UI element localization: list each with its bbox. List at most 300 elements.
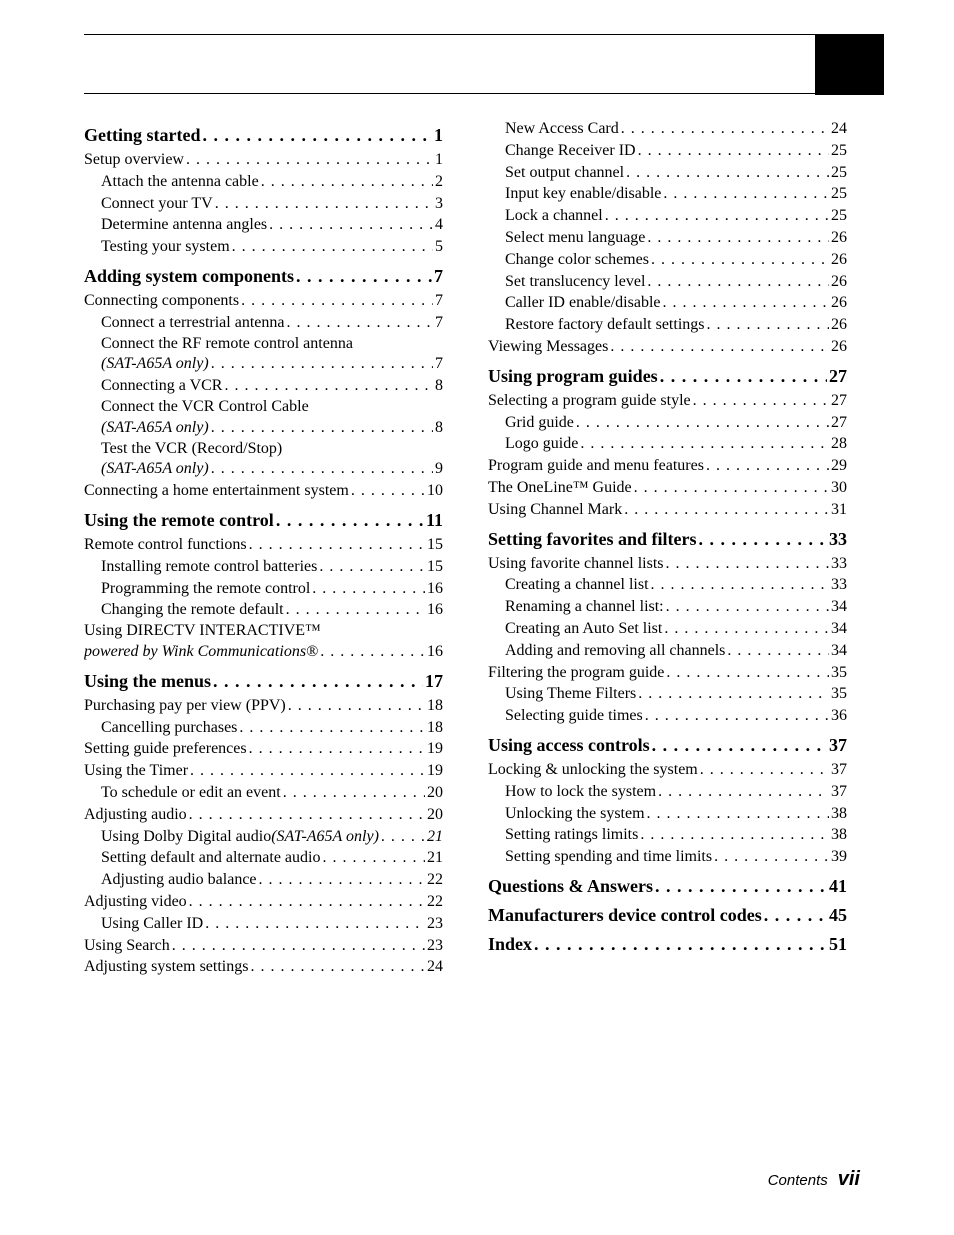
header-rule-top: [84, 34, 884, 35]
entry-page: 5: [435, 238, 443, 256]
toc-entry[interactable]: [488, 759, 847, 781]
entry-page: 26: [831, 294, 847, 312]
entry-page: 26: [831, 228, 847, 246]
toc-entry[interactable]: [84, 804, 443, 826]
dot-leader: [283, 782, 425, 804]
dot-leader: [580, 433, 829, 455]
entry-page: 21: [427, 849, 443, 867]
toc-entry[interactable]: [84, 891, 443, 913]
toc-entry-row: [84, 641, 443, 663]
section-page: 45: [829, 904, 847, 925]
entry-title: Logo guide: [505, 435, 579, 453]
toc-entry-row: [488, 824, 847, 846]
toc-entry-row: [84, 458, 443, 480]
entry-page: 34: [831, 641, 847, 659]
dot-leader: [664, 618, 829, 640]
entry-page: 9: [435, 460, 443, 478]
entry-title: Using Channel Mark: [488, 500, 623, 518]
toc-entry-row: [488, 227, 847, 249]
entry-title: Set output channel: [505, 163, 625, 181]
entry-title: Renaming a channel list:: [505, 598, 664, 616]
entry-title: Selecting guide times: [505, 707, 643, 725]
toc-entry-row: [84, 804, 443, 826]
entry-title: Locking & unlocking the system: [488, 760, 698, 778]
toc-section[interactable]: [488, 528, 847, 550]
entry-title: Restore factory default settings: [505, 316, 705, 334]
toc-entry-row: [84, 214, 443, 236]
dot-leader: [322, 847, 425, 869]
entry-title: The OneLine™ Guide: [488, 478, 632, 496]
dot-leader: [239, 717, 425, 739]
entry-title: Setup overview: [84, 151, 184, 168]
entry-title: Filtering the program guide: [488, 663, 665, 681]
page-footer: [700, 1168, 860, 1191]
entry-page: 20: [427, 783, 443, 801]
entry-title: Using the Timer: [84, 762, 189, 780]
toc-entry[interactable]: [488, 596, 847, 618]
entry-title: Remote control functions: [84, 535, 247, 553]
entry-page: 25: [831, 185, 847, 203]
toc-entry[interactable]: [84, 171, 443, 193]
toc-entry[interactable]: [488, 162, 847, 184]
entry-title: Adjusting video: [84, 892, 187, 910]
toc-entry[interactable]: [488, 455, 847, 477]
toc-entry-row: [488, 574, 847, 596]
dot-leader: [707, 314, 830, 336]
entry-title: Connecting a home entertainment system: [84, 482, 349, 500]
toc-entry-row: [488, 846, 847, 868]
entry-page: 19: [427, 740, 443, 758]
entry-title-line1: Test the VCR (Record/Stop): [101, 439, 283, 457]
entry-title: Change color schemes: [505, 250, 649, 268]
header-rule-bottom: [84, 93, 815, 94]
section-page: 27: [829, 365, 847, 386]
toc-entry[interactable]: [488, 249, 847, 271]
entry-page: 34: [831, 619, 847, 637]
toc-entry[interactable]: [84, 334, 443, 376]
section-page: 7: [434, 265, 443, 286]
dot-leader: [224, 375, 433, 397]
toc-entry-row: [488, 618, 847, 640]
entry-title: Lock a channel: [505, 207, 603, 225]
toc-entry-row: [84, 695, 443, 717]
toc-entry[interactable]: [488, 553, 847, 575]
dot-leader: [693, 390, 829, 412]
toc-entry[interactable]: [84, 312, 443, 334]
toc-entry[interactable]: [488, 336, 847, 358]
entry-page: 25: [831, 163, 847, 181]
toc-entry[interactable]: [84, 913, 443, 935]
dot-leader: [232, 236, 433, 258]
toc-entry-row: [488, 781, 847, 803]
toc-section[interactable]: [488, 933, 847, 955]
entry-page: 3: [435, 194, 443, 212]
entry-title: (SAT-A65A only): [101, 418, 209, 436]
toc-entry[interactable]: [84, 193, 443, 215]
toc-entry[interactable]: [488, 292, 847, 314]
section-page: 1: [434, 125, 443, 145]
toc-entry-row: [488, 183, 847, 205]
toc-entry[interactable]: [84, 717, 443, 739]
toc-entry-row: [488, 249, 847, 271]
dot-leader: [259, 869, 425, 891]
entry-title: Determine antenna angles: [101, 216, 268, 234]
toc-entry[interactable]: [488, 824, 847, 846]
entry-page: 18: [427, 696, 443, 714]
entry-title: Caller ID enable/disable: [505, 294, 661, 312]
toc-entry[interactable]: [488, 846, 847, 868]
dot-leader: [652, 734, 827, 756]
toc-column-left: [84, 118, 443, 978]
dot-leader: [211, 417, 433, 439]
dot-leader: [624, 499, 829, 521]
toc-entry-row: [84, 171, 443, 193]
section-page: 33: [829, 528, 847, 549]
toc-entry-row: [488, 640, 847, 662]
entry-title: Change Receiver ID: [505, 141, 636, 159]
entry-title: Changing the remote default: [101, 601, 284, 619]
entry-title: Setting ratings limits: [505, 826, 639, 844]
entry-page: 8: [435, 418, 443, 436]
toc-entry[interactable]: [84, 956, 443, 978]
entry-page: 20: [427, 805, 443, 823]
toc-entry[interactable]: [488, 314, 847, 336]
entry-page: 39: [831, 848, 847, 866]
toc-entry-row: [488, 596, 847, 618]
dot-leader: [658, 781, 829, 803]
dot-leader: [700, 759, 829, 781]
toc-entry-row: [84, 556, 443, 578]
toc-entry[interactable]: [488, 433, 847, 455]
entry-page: 26: [831, 316, 847, 334]
toc-entry[interactable]: [84, 397, 443, 439]
toc-entry[interactable]: [488, 227, 847, 249]
toc-entry[interactable]: [488, 271, 847, 293]
toc-entry[interactable]: [84, 847, 443, 869]
toc-entry-row: [84, 290, 443, 312]
toc-entry-row: [488, 336, 847, 358]
toc-section[interactable]: [488, 365, 847, 387]
toc-entry[interactable]: [488, 390, 847, 412]
toc-entry-row: [488, 118, 847, 140]
toc-entry-row: [84, 236, 443, 258]
dot-leader: [249, 738, 425, 760]
entry-title: Connecting a VCR: [101, 377, 223, 395]
entry-page: 22: [427, 892, 443, 910]
dot-leader: [655, 875, 827, 897]
dot-leader: [312, 578, 425, 600]
section-page: 37: [829, 734, 847, 755]
dot-leader: [320, 641, 425, 663]
entry-page: 1: [435, 151, 443, 168]
entry-page: 31: [831, 500, 847, 518]
dot-leader: [319, 556, 425, 578]
toc-entry[interactable]: [488, 140, 847, 162]
entry-page: 15: [427, 535, 443, 553]
toc-entry[interactable]: [488, 803, 847, 825]
dot-leader: [215, 193, 433, 215]
toc-entry-row: [84, 782, 443, 804]
dot-leader: [638, 683, 829, 705]
entry-title: To schedule or edit an event: [101, 783, 281, 801]
toc-entry[interactable]: [84, 375, 443, 397]
dot-leader: [638, 140, 829, 162]
entry-title: Testing your system: [101, 238, 230, 256]
section-title: Questions & Answers: [488, 875, 654, 896]
entry-page: 22: [427, 871, 443, 889]
entry-title: Programming the remote control: [101, 579, 311, 597]
toc-entry-row: [84, 891, 443, 913]
toc-entry[interactable]: [488, 183, 847, 205]
dot-leader: [576, 412, 829, 434]
dot-leader: [381, 826, 425, 848]
toc-section[interactable]: [488, 904, 847, 926]
dot-leader: [250, 956, 425, 978]
toc-entry-row: [84, 760, 443, 782]
section-title: Index: [488, 933, 533, 954]
entry-page: 35: [831, 685, 847, 703]
dot-leader: [351, 480, 425, 502]
dot-leader: [189, 804, 425, 826]
entry-page: 33: [831, 554, 847, 572]
entry-title-line1: Connect the RF remote control antenna: [101, 334, 353, 352]
entry-page: 29: [831, 457, 847, 475]
dot-leader: [626, 162, 829, 184]
dot-leader: [172, 935, 425, 957]
entry-page: 35: [831, 663, 847, 681]
toc-entry[interactable]: [488, 205, 847, 227]
toc-entry[interactable]: [84, 599, 443, 621]
dot-leader: [276, 509, 424, 531]
toc-entry[interactable]: [84, 149, 443, 171]
dot-leader: [213, 670, 423, 692]
section-title: Using access controls: [488, 734, 650, 755]
toc-entry[interactable]: [488, 574, 847, 596]
entry-title: Viewing Messages: [488, 337, 609, 355]
section-page: 41: [829, 875, 847, 896]
dot-leader: [651, 574, 829, 596]
dot-leader: [660, 365, 827, 387]
entry-title: Creating an Auto Set list: [505, 619, 663, 637]
entry-title: Purchasing pay per view (PPV): [84, 696, 286, 714]
toc-entry[interactable]: [488, 477, 847, 499]
section-title: Using the menus: [84, 670, 212, 691]
entry-page: 2: [435, 172, 443, 190]
entry-page: 7: [435, 313, 443, 331]
entry-title: Select menu language: [505, 228, 646, 246]
toc-entry-row: [488, 412, 847, 434]
toc-entry[interactable]: [488, 781, 847, 803]
dot-leader: [211, 353, 433, 375]
entry-page: 18: [427, 718, 443, 736]
dot-leader: [647, 803, 829, 825]
dot-leader: [698, 528, 827, 550]
entry-title: (SAT-A65A only): [101, 355, 209, 373]
entry-page: 7: [435, 355, 443, 373]
entry-page: 10: [427, 482, 443, 500]
toc-entry-row: [488, 803, 847, 825]
dot-leader: [261, 171, 433, 193]
toc-section[interactable]: [488, 875, 847, 897]
entry-page: 4: [435, 216, 443, 234]
section-title: Using the remote control: [84, 509, 274, 530]
toc-entry[interactable]: [488, 683, 847, 705]
toc-entry[interactable]: [84, 695, 443, 717]
toc-entry-row: [488, 205, 847, 227]
toc-entry[interactable]: [84, 738, 443, 760]
toc-entry[interactable]: [84, 760, 443, 782]
entry-page: 30: [831, 478, 847, 496]
entry-title: Input key enable/disable: [505, 185, 662, 203]
entry-page: 23: [427, 936, 443, 954]
toc-entry-row: [488, 662, 847, 684]
toc-entry-row: [84, 935, 443, 957]
dot-leader: [249, 534, 425, 556]
entry-title: Setting guide preferences: [84, 740, 247, 758]
toc-entry[interactable]: [488, 618, 847, 640]
entry-title: Using Dolby Digital audio: [101, 827, 272, 845]
entry-title: powered by Wink Communications®: [84, 642, 319, 660]
toc-section[interactable]: [84, 265, 443, 287]
entry-title: Program guide and menu features: [488, 457, 704, 475]
toc-entry-row: [84, 149, 443, 171]
toc-entry-row: [84, 869, 443, 891]
dot-leader: [645, 705, 829, 727]
entry-title: Setting spending and time limits: [505, 848, 713, 866]
toc-entry-row: [488, 683, 847, 705]
toc-entry-row: [488, 162, 847, 184]
entry-page: 16: [427, 579, 443, 597]
toc-entry[interactable]: [84, 214, 443, 236]
entry-page: 7: [435, 291, 443, 309]
toc-entry-row: [84, 599, 443, 621]
entry-page: 15: [427, 557, 443, 575]
entry-title: Using Theme Filters: [505, 685, 637, 703]
toc-section[interactable]: [488, 734, 847, 756]
entry-title: Setting default and alternate audio: [101, 849, 321, 867]
dot-leader: [286, 312, 433, 334]
dot-leader: [241, 290, 433, 312]
toc-entry[interactable]: [488, 118, 847, 140]
toc-entry-row: [84, 847, 443, 869]
dot-leader: [640, 824, 829, 846]
dot-leader: [186, 149, 433, 171]
toc-entry[interactable]: [84, 621, 443, 663]
entry-title: New Access Card: [505, 120, 619, 137]
toc-section[interactable]: [84, 509, 443, 531]
entry-page: 27: [831, 391, 847, 409]
toc-entry-row: [488, 433, 847, 455]
toc-entry-row: [84, 956, 443, 978]
entry-title: Connect a terrestrial antenna: [101, 313, 285, 331]
dot-leader: [190, 760, 425, 782]
entry-title: Connect your TV: [101, 194, 213, 212]
toc-entry[interactable]: [488, 499, 847, 521]
toc-entry-row: [84, 913, 443, 935]
entry-page: 33: [831, 576, 847, 594]
entry-title: Using Caller ID: [101, 914, 204, 932]
dot-leader: [605, 205, 829, 227]
toc-entry-row: [488, 477, 847, 499]
dot-leader: [714, 846, 829, 868]
toc-entry[interactable]: [84, 826, 443, 848]
toc-entry-row: [84, 417, 443, 439]
entry-page: 25: [831, 207, 847, 225]
toc-entry[interactable]: [84, 534, 443, 556]
dot-leader: [189, 891, 425, 913]
entry-title: Installing remote control batteries: [101, 557, 318, 575]
section-page: 17: [425, 670, 443, 691]
dot-leader: [205, 913, 425, 935]
toc-entry[interactable]: [84, 480, 443, 502]
toc-entry[interactable]: [84, 439, 443, 481]
entry-page: 34: [831, 598, 847, 616]
toc-entry-row: [488, 140, 847, 162]
entry-title: Unlocking the system: [505, 804, 645, 822]
section-title: Manufacturers device control codes: [488, 904, 762, 925]
dot-leader: [211, 458, 433, 480]
toc-section[interactable]: [84, 670, 443, 692]
section-title: Getting started: [84, 125, 201, 145]
toc-entry-row: [488, 553, 847, 575]
toc-entry-row: [84, 826, 443, 848]
entry-page: 37: [831, 782, 847, 800]
toc-entry-row: [488, 271, 847, 293]
toc-entry[interactable]: [84, 556, 443, 578]
toc-entry[interactable]: [84, 578, 443, 600]
dot-leader: [663, 292, 830, 314]
toc-entry-row: [84, 375, 443, 397]
toc-entry[interactable]: [84, 290, 443, 312]
entry-page: 19: [427, 762, 443, 780]
toc-entry-row: [84, 578, 443, 600]
toc-entry[interactable]: [84, 935, 443, 957]
dot-leader: [534, 933, 827, 955]
entry-title: Attach the antenna cable: [101, 172, 259, 190]
entry-page: 38: [831, 804, 847, 822]
toc-entry[interactable]: [84, 236, 443, 258]
toc-entry[interactable]: [488, 705, 847, 727]
toc-entry[interactable]: [488, 412, 847, 434]
toc-section[interactable]: [84, 124, 443, 146]
dot-leader: [647, 227, 829, 249]
entry-title-suffix: (SAT-A65A only): [271, 827, 379, 845]
toc-entry-row: [84, 480, 443, 502]
toc-entry[interactable]: [488, 640, 847, 662]
entry-page: 37: [831, 760, 847, 778]
toc-entry-row: [488, 314, 847, 336]
entry-page: 24: [831, 120, 847, 137]
toc-entry[interactable]: [488, 662, 847, 684]
toc-entry-row: [488, 390, 847, 412]
entry-page: 28: [831, 435, 847, 453]
entry-title-line1: Connect the VCR Control Cable: [101, 397, 309, 415]
entry-page: 21: [427, 827, 443, 845]
toc-entry[interactable]: [84, 869, 443, 891]
toc-entry-row: [84, 193, 443, 215]
entry-page: 8: [435, 377, 443, 395]
section-page: 11: [425, 509, 443, 530]
dot-leader: [764, 904, 827, 926]
toc-entry-row: [84, 717, 443, 739]
dot-leader: [706, 455, 829, 477]
dot-leader: [666, 553, 829, 575]
dot-leader: [288, 695, 425, 717]
toc-entry-row: [488, 759, 847, 781]
entry-title: Creating a channel list: [505, 576, 649, 594]
entry-title: Adjusting audio: [84, 805, 187, 823]
toc-entry[interactable]: [84, 782, 443, 804]
